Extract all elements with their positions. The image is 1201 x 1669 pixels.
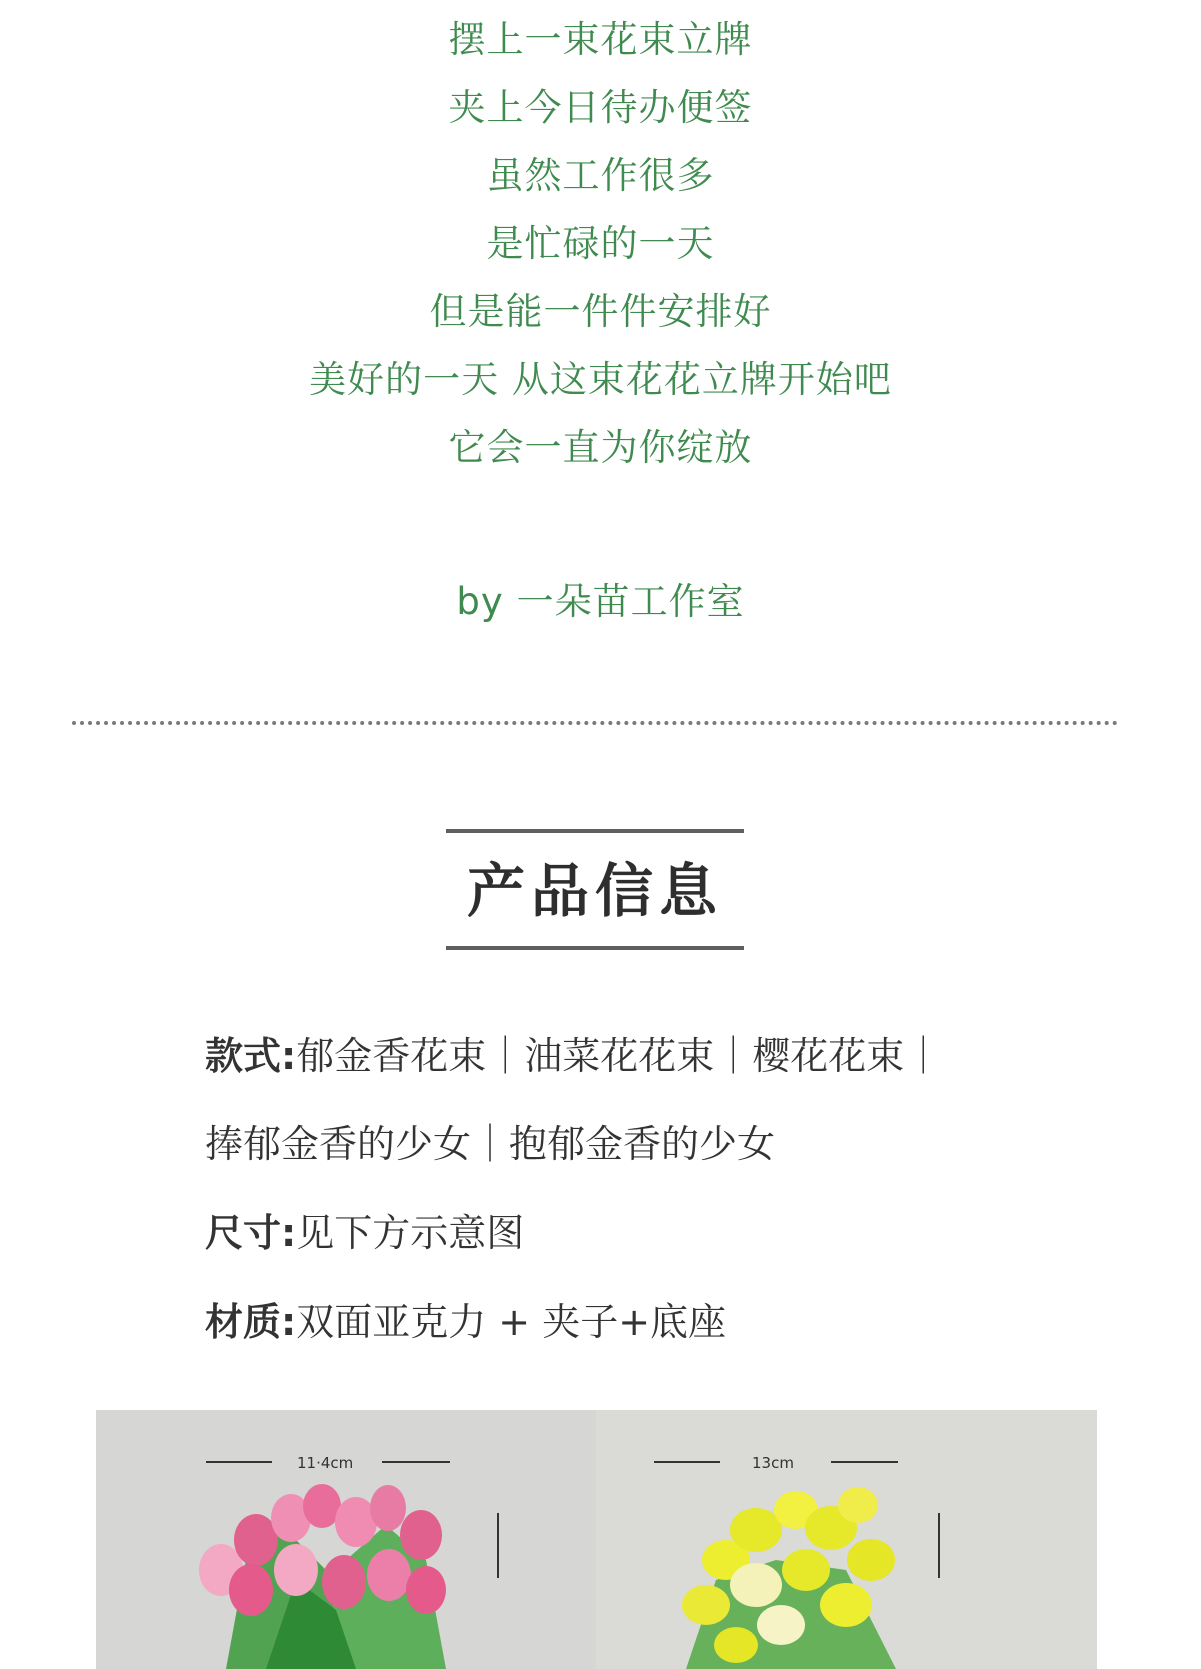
dotted-divider: [72, 721, 1118, 725]
poem-line-4: 是忙碌的一天: [486, 222, 715, 265]
style-value-2: 捧郁金香的少女｜抱郁金香的少女: [205, 1122, 776, 1166]
poem-line-3: 虽然工作很多: [486, 154, 715, 197]
info-style-row-2: [205, 1121, 775, 1167]
size-value: 见下方示意图: [296, 1211, 525, 1255]
product-photos: [96, 1410, 1097, 1669]
poem-line-1: 摆上一束花束立牌: [448, 18, 753, 61]
info-style-row: [205, 1033, 942, 1079]
info-material-row: [205, 1299, 726, 1345]
info-size-row: [205, 1210, 524, 1256]
poem-line-2: 夹上今日待办便签: [448, 86, 753, 129]
style-key: 款式:: [205, 1034, 297, 1078]
section-title: 产品信息: [466, 857, 723, 925]
left-width-label: 11·4cm: [297, 1454, 354, 1472]
studio-byline: by 一朵苗工作室: [456, 580, 745, 623]
size-key: 尺寸:: [205, 1211, 297, 1255]
tulip-bouquet-image: [96, 1410, 596, 1669]
rapeseed-bouquet-image: [596, 1410, 1097, 1669]
poem-line-6: 美好的一天 从这束花花立牌开始吧: [309, 358, 892, 401]
title-bottom-rule: [446, 946, 744, 950]
tulip-bouquet-photo: [96, 1410, 596, 1669]
poem-line-5: 但是能一件件安排好: [429, 290, 772, 333]
right-width-label: 13cm: [752, 1454, 794, 1472]
material-key: 材质:: [205, 1300, 297, 1344]
title-top-rule: [446, 829, 744, 833]
poem-line-7: 它会一直为你绽放: [448, 426, 753, 469]
style-value-1: 郁金香花束｜油菜花花束｜樱花花束｜: [296, 1034, 943, 1078]
rapeseed-bouquet-photo: [596, 1410, 1097, 1669]
material-value: 双面亚克力 + 夹子+底座: [296, 1300, 727, 1344]
